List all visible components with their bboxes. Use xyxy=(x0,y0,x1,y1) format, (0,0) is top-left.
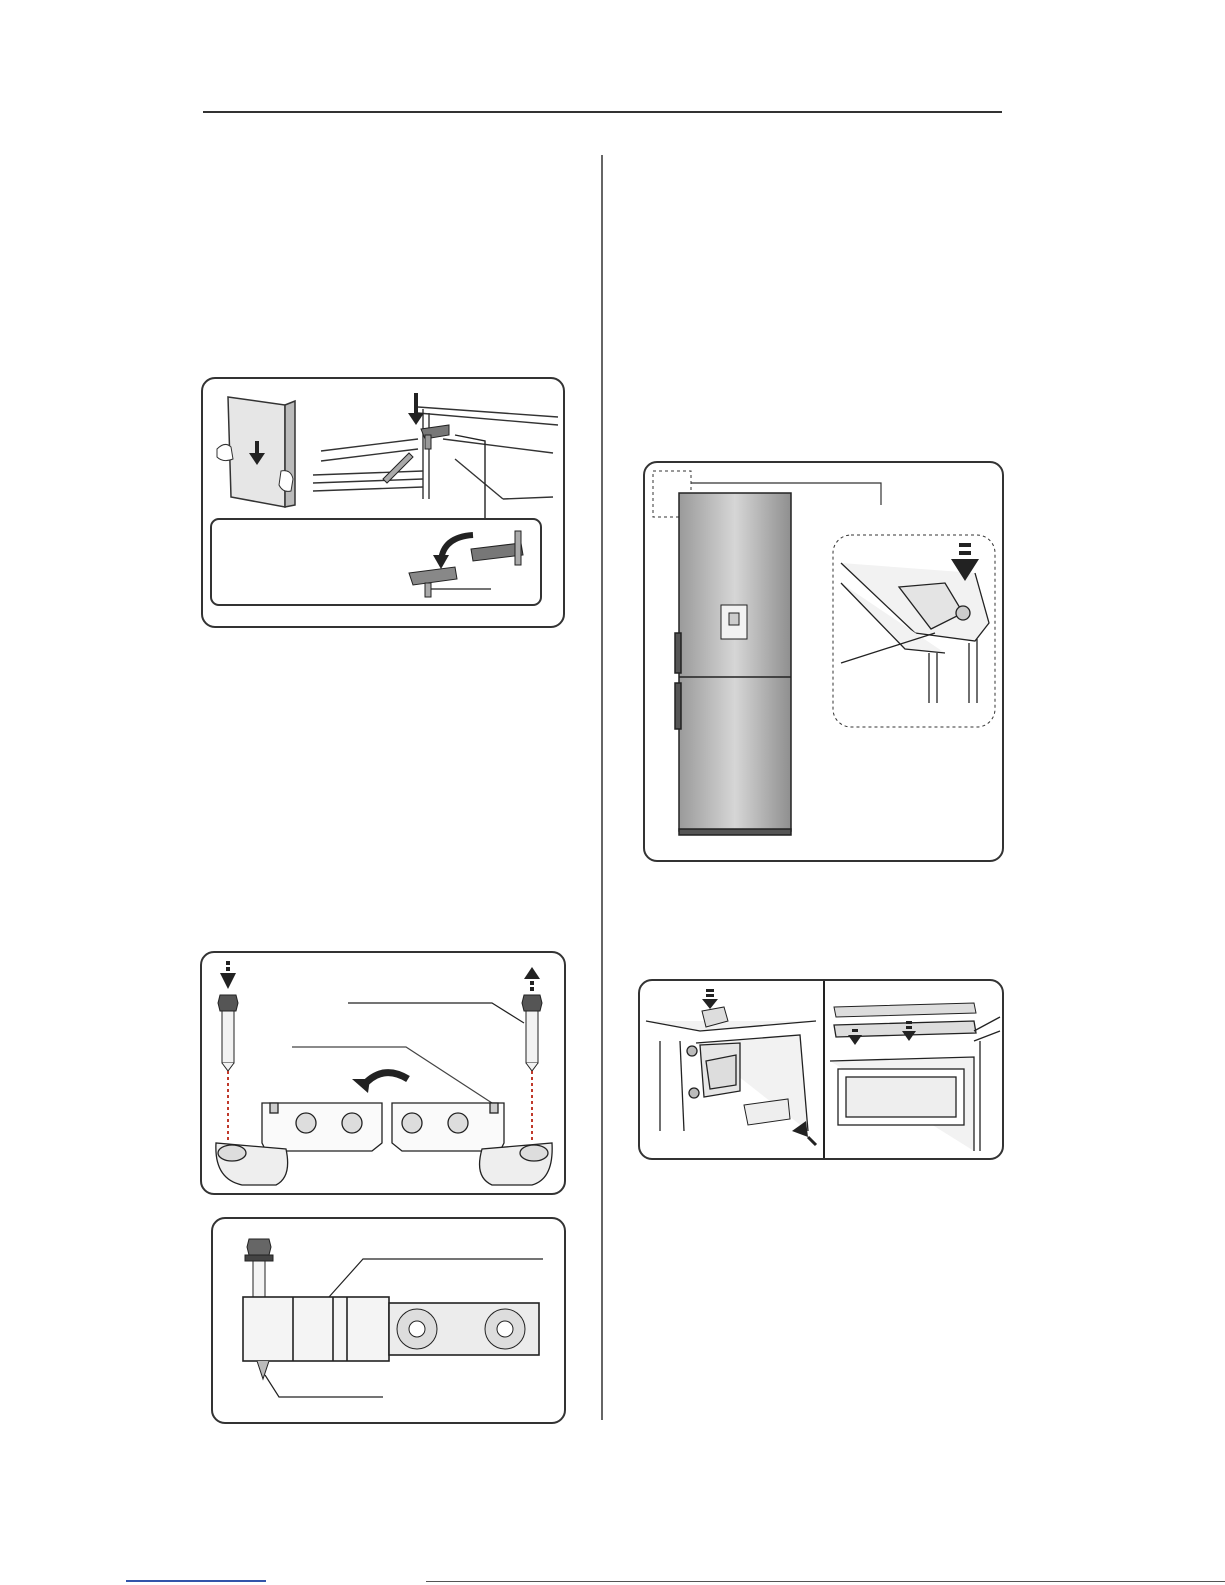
upper-hinge xyxy=(421,425,449,449)
figure-door-removal xyxy=(201,377,565,628)
hinge-detail-illustration xyxy=(213,1219,564,1422)
figure-refrigerator xyxy=(643,461,1004,862)
callout-upper xyxy=(329,1259,543,1297)
cap-down-arrow-icon xyxy=(702,989,718,1009)
door-cap-illustration xyxy=(640,981,1002,1158)
top-cap-part xyxy=(834,1003,976,1017)
hinge-inset xyxy=(833,535,995,727)
footer-accent xyxy=(126,1580,266,1582)
hinge-roller-1 xyxy=(397,1309,437,1349)
column-divider xyxy=(601,155,603,1420)
hinge-base-left xyxy=(216,1103,382,1185)
callout-lower xyxy=(265,1375,383,1397)
pin-up-arrow-icon xyxy=(524,967,540,991)
door-removal-illustration xyxy=(203,379,563,626)
hinge-pin-left xyxy=(218,995,238,1071)
hinge-roller-2 xyxy=(485,1309,525,1349)
screwdriver-icon xyxy=(383,453,413,483)
hinge-pin-right xyxy=(522,995,542,1071)
footer-rule xyxy=(426,1581,1225,1582)
hinge-pin-swap-illustration xyxy=(202,953,564,1193)
cabinet-lines xyxy=(313,407,558,499)
hinge-swap-inset xyxy=(211,519,541,605)
refrigerator-body xyxy=(675,493,791,835)
hand-left-icon xyxy=(217,444,233,460)
pin-down-arrow-icon xyxy=(220,961,236,989)
cover-diagonal-arrow-icon xyxy=(792,1121,816,1145)
hinge-down-arrow-icon xyxy=(408,393,424,425)
figure-hinge-detail xyxy=(211,1217,566,1424)
hand-right-icon xyxy=(279,471,293,492)
hinge-base-right xyxy=(392,1103,552,1185)
header-rule xyxy=(203,111,1002,113)
figure-door-cap xyxy=(638,979,1004,1160)
figure-hinge-pin-swap xyxy=(200,951,566,1195)
refrigerator-illustration xyxy=(645,463,1002,860)
water-dispenser-icon xyxy=(721,605,747,639)
left-pane-cabinet xyxy=(646,1021,816,1131)
hinge-bolt-head xyxy=(245,1239,273,1261)
cover-part xyxy=(744,1099,790,1125)
